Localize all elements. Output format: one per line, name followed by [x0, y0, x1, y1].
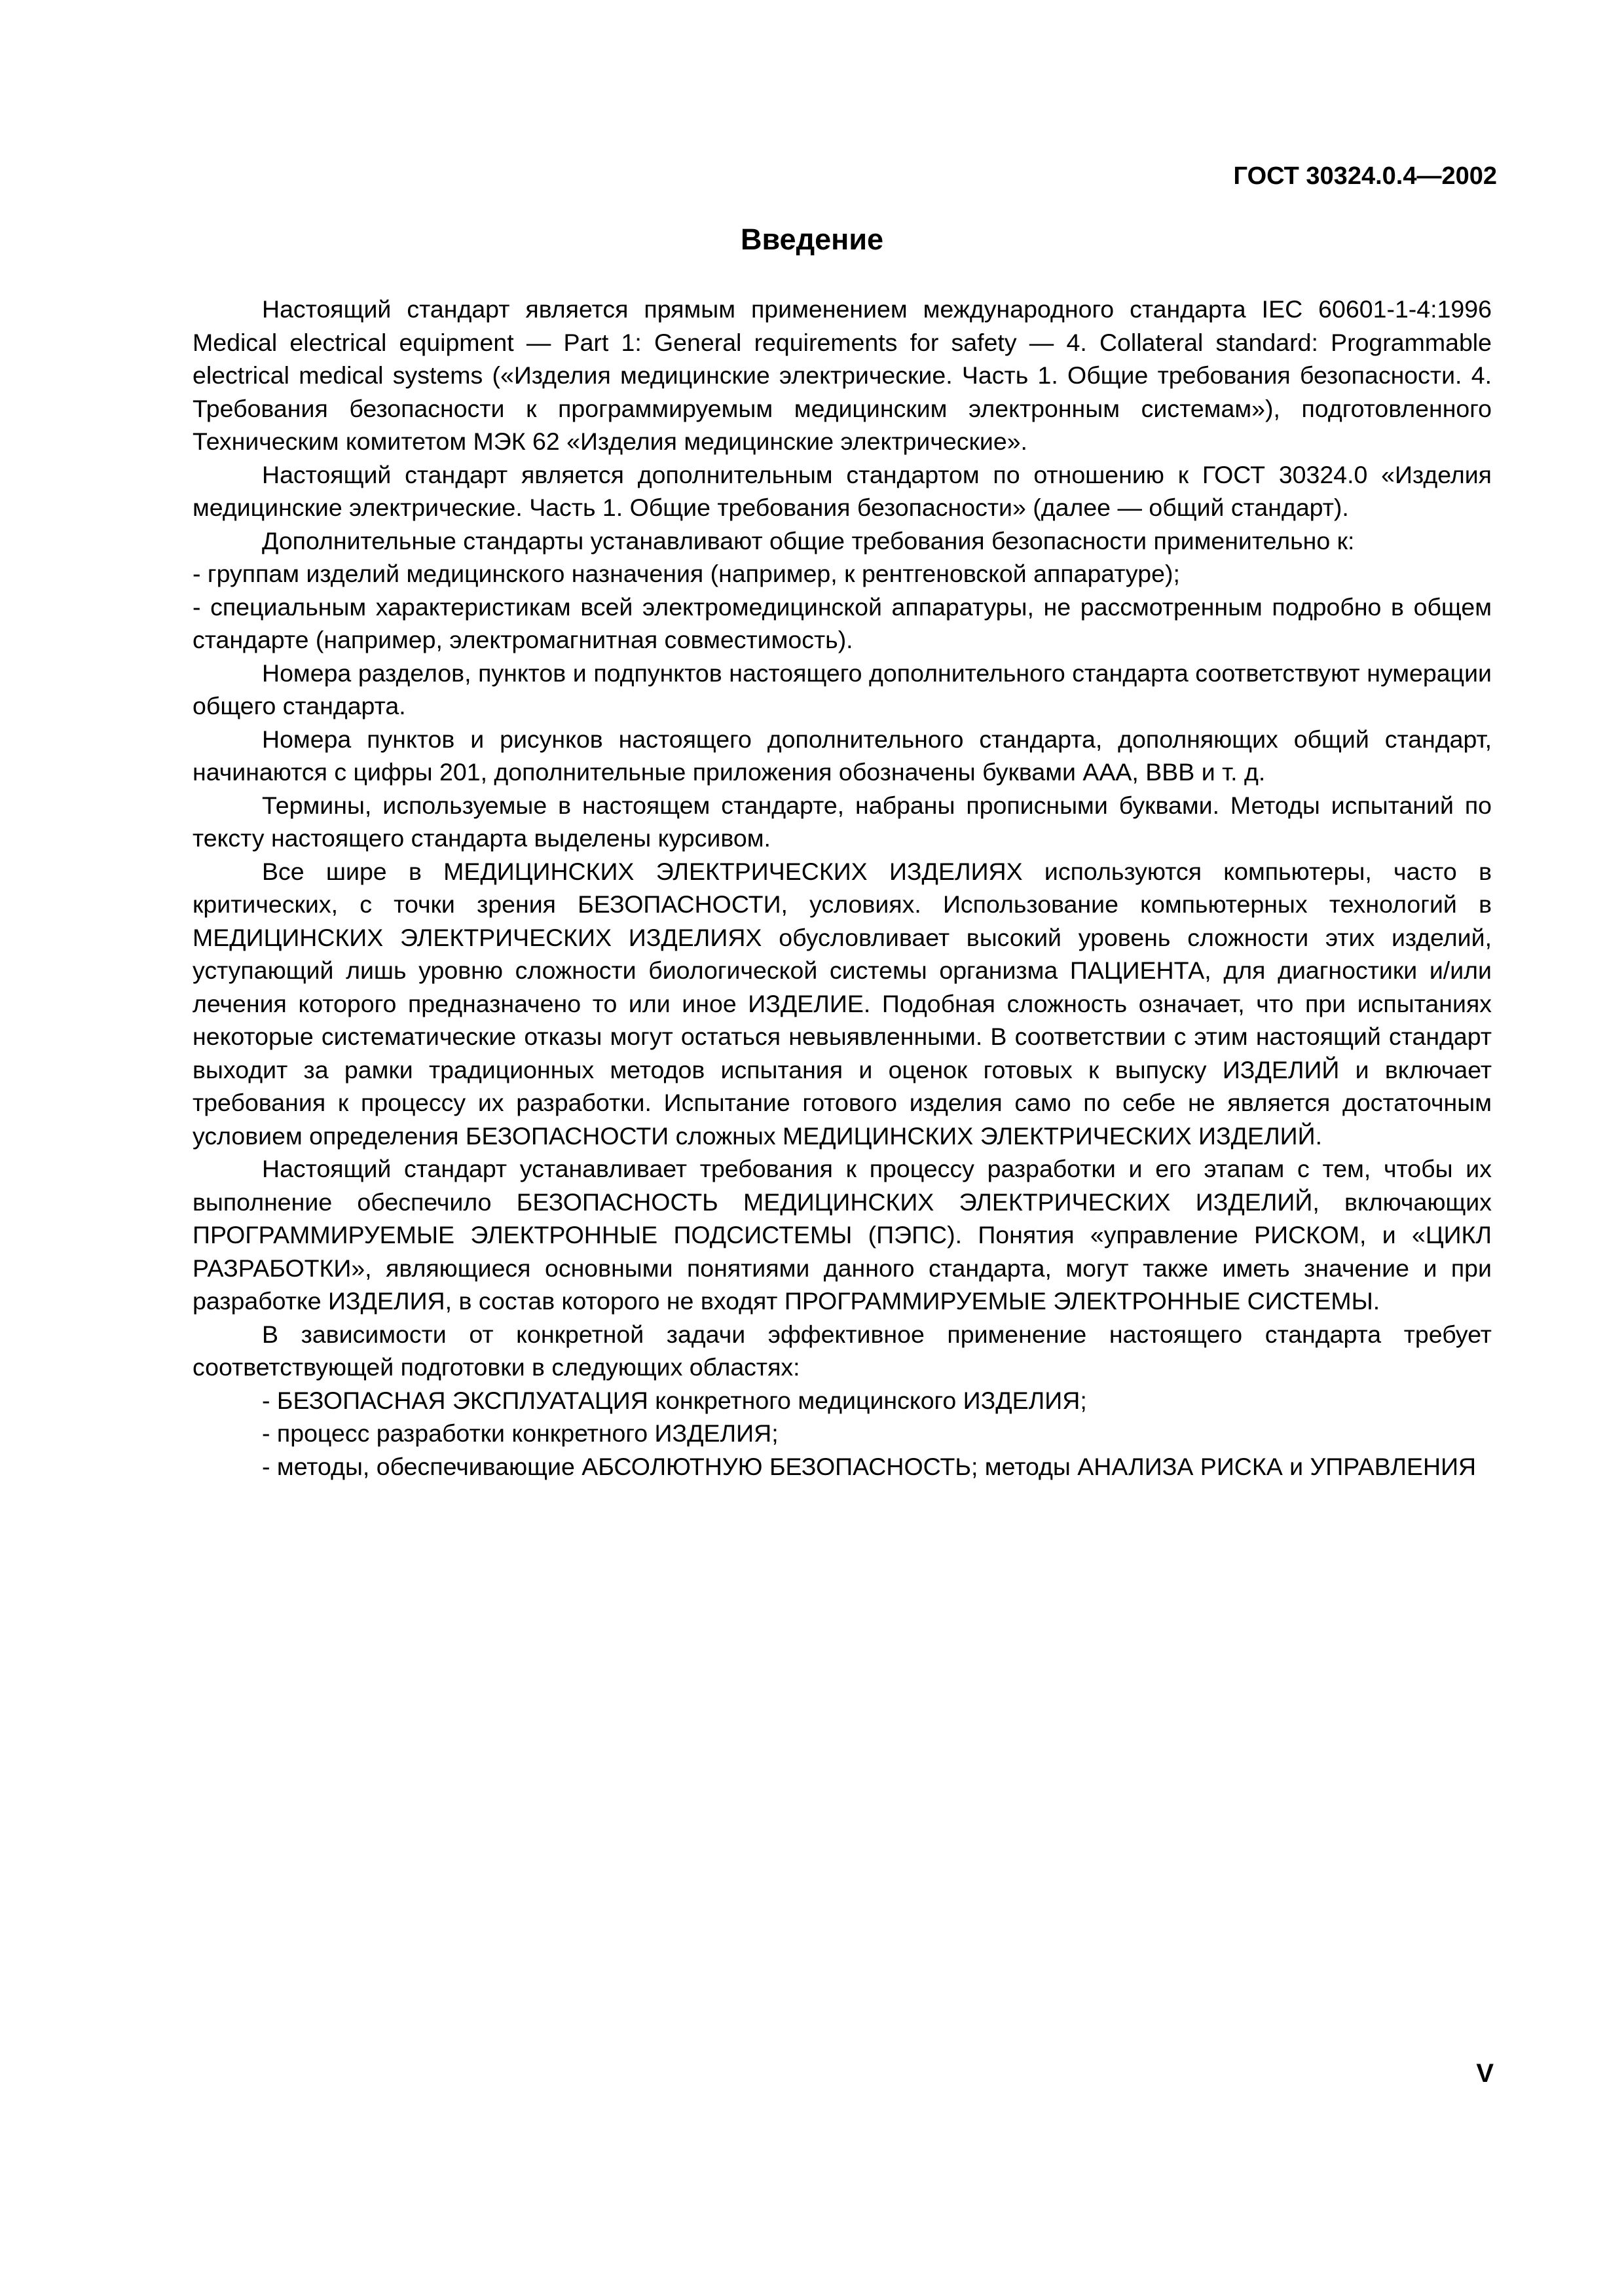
paragraph: Настоящий стандарт устанавливает требования к процессу разработки и его этапам с тем, чтобы их выполнение обеспечило БЕЗОПАСНОСТЬ МЕДИЦИНСКИХ ЭЛЕКТРИЧЕСКИХ ИЗДЕЛИЙ, включающих ПРОГРАММИРУЕМЫЕ ЭЛЕКТРОННЫЕ ПОДСИСТЕМЫ (ПЭПС). Понятия «управление РИСКОМ, и «ЦИКЛ РАЗРАБОТКИ», являющиеся основными понятиями данного стандарта, могут также иметь значение и при разработке ИЗДЕЛИЯ, в состав которого не входят ПРОГРАММИРУЕМЫЕ ЭЛЕКТРОННЫЕ СИСТЕМЫ.	[193, 1155, 1492, 1315]
paragraph: Номера разделов, пунктов и подпунктов настоящего дополнительного стандарта соответствуют нумерации общего стандарта.	[193, 659, 1492, 720]
paragraph: В зависимости от конкретной задачи эффективное применение настоящего стандарта требует соответствующей подготовки в следующих областях:	[193, 1320, 1492, 1381]
standard-code: ГОСТ 30324.0.4—2002	[1233, 162, 1497, 190]
list-item: - методы, обеспечивающие АБСОЛЮТНУЮ БЕЗОПАСНОСТЬ; методы АНАЛИЗА РИСКА и УПРАВЛЕНИЯ	[262, 1452, 1477, 1480]
paragraph: Все шире в МЕДИЦИНСКИХ ЭЛЕКТРИЧЕСКИХ ИЗДЕЛИЯХ используются компьютеры, часто в критических, с точки зрения БЕЗОПАСНОСТИ, условиях. Использование компьютерных технологий в МЕДИЦИНСКИХ ЭЛЕКТРИЧЕСКИХ ИЗДЕЛИЯХ обусловливает высокий уровень сложности этих изделий, уступающий лишь уровню сложности биологической системы организма ПАЦИЕНТА, для диагностики и/или лечения которого предназначено то или иное ИЗДЕЛИЕ. Подобная сложность означает, что при испытаниях некоторые систематические отказы могут остаться невыявленными. В соответствии с этим настоящий стандарт выходит за рамки традиционных методов испытания и оценок готовых к выпуску ИЗДЕЛИЙ и включает требования к процессу их разработки. Испытание готового изделия само по себе не является достаточным условием определения БЕЗОПАСНОСТИ сложных МЕДИЦИНСКИХ ЭЛЕКТРИЧЕСКИХ ИЗДЕЛИЙ.	[193, 857, 1492, 1150]
page-number: V	[1476, 2059, 1494, 2088]
paragraph: Настоящий стандарт является прямым применением международного стандарта IEC 60601-1-4:1996 Medical electrical equipment — Part 1: General requirements for safety — 4. Collateral standard: Programmable electrical medical systems («Изделия медицинские электрические. Часть 1. Общие требования безопасности. 4. Требования безопасности к программируемым медицинским электронным системам»), подготовленного Техническим комитетом МЭК 62 «Изделия медицинские электрические».	[193, 295, 1492, 455]
paragraph: Дополнительные стандарты устанавливают общие требования безопасности применительно к:	[262, 526, 1355, 555]
section-title: Введение	[740, 223, 884, 256]
paragraph: Номера пунктов и рисунков настоящего дополнительного стандарта, дополняющих общий стандарт, начинаются с цифры 201, дополнительные приложения обозначены буквами ААА, ВВВ и т. д.	[193, 725, 1492, 786]
list-item: - группам изделий медицинского назначения (например, к рентгеновской аппаратуре);	[193, 560, 1180, 587]
list-item: - БЕЗОПАСНАЯ ЭКСПЛУАТАЦИЯ конкретного медицинского ИЗДЕЛИЯ;	[262, 1386, 1087, 1414]
document-body	[193, 293, 1492, 1483]
paragraph: Настоящий стандарт является дополнительным стандартом по отношению к ГОСТ 30324.0 «Изделия медицинские электрические. Часть 1. Общие требования безопасности» (далее — общий стандарт).	[193, 460, 1492, 521]
paragraph: Термины, используемые в настоящем стандарте, набраны прописными буквами. Методы испытаний по тексту настоящего стандарта выделены курсивом.	[193, 791, 1492, 852]
list-item: - процесс разработки конкретного ИЗДЕЛИЯ;	[262, 1419, 779, 1447]
list-item: - специальным характеристикам всей электромедицинской аппаратуры, не рассмотренным подробно в общем стандарте (например, электромагнитная совместимость).	[193, 592, 1492, 653]
